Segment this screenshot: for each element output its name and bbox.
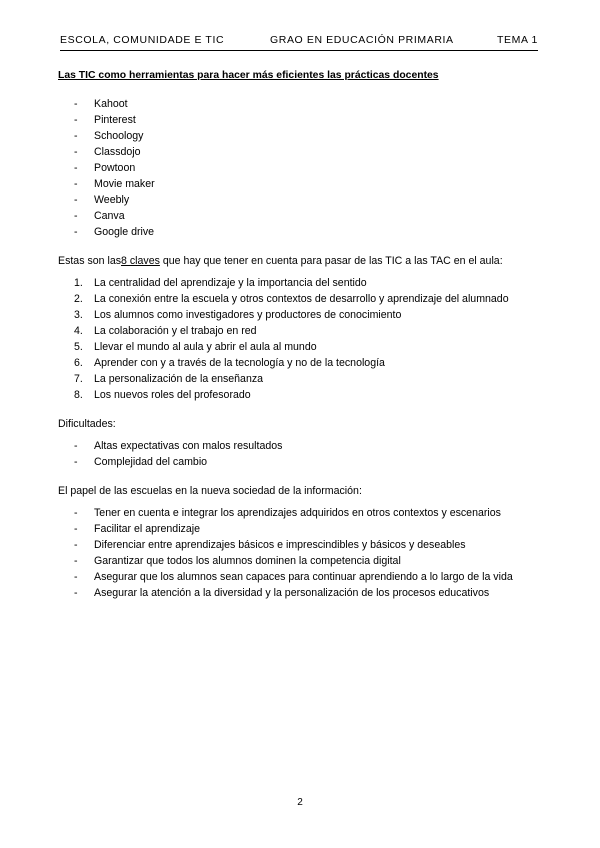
page-header (60, 34, 538, 51)
list-item: - Complejidad del cambio (74, 456, 208, 468)
list-item: - Altas expectativas con malos resultados (74, 440, 283, 452)
papel-list (58, 505, 548, 601)
claves-list (58, 275, 548, 403)
list-item: 3. Los alumnos como investigadores y productores de conocimiento (74, 309, 402, 321)
list-item: - Classdojo (74, 146, 141, 158)
list-item: - Google drive (74, 226, 155, 238)
list-item: - Asegurar que los alumnos sean capaces para continuar aprendiendo a lo largo de la vida (74, 571, 513, 583)
header-topic: TEMA 1 (497, 34, 538, 46)
list-item: - Movie maker (74, 178, 155, 190)
claves-intro: Estas son las8 claves que hay que tener en cuenta para pasar de las TIC a las TAC en el aula: (58, 255, 503, 267)
page-number: 2 (297, 797, 303, 808)
claves-link[interactable]: 8 claves (121, 255, 160, 267)
list-item: - Canva (74, 210, 125, 222)
papel-heading: El papel de las escuelas en la nueva sociedad de la información: (58, 485, 362, 497)
list-item: - Weebly (74, 194, 130, 206)
list-item: - Kahoot (74, 98, 128, 110)
list-item: 2. La conexión entre la escuela y otros contextos de desarrollo y aprendizaje del alumnado (74, 293, 509, 305)
list-item: - Pinterest (74, 114, 136, 126)
section-title: Las TIC como herramientas para hacer más eficientes las prácticas docentes (58, 70, 439, 81)
list-item: 1. La centralidad del aprendizaje y la importancia del sentido (74, 277, 367, 289)
header-degree: GRAO EN EDUCACIÓN PRIMARIA (270, 34, 454, 46)
dificultades-list (58, 438, 548, 470)
list-item: 4. La colaboración y el trabajo en red (74, 325, 257, 337)
list-item: - Tener en cuenta e integrar los aprendizajes adquiridos en otros contextos y escenarios (74, 507, 501, 519)
list-item: 8. Los nuevos roles del profesorado (74, 389, 251, 401)
list-item: 6. Aprender con y a través de la tecnología y no de la tecnología (74, 357, 385, 369)
document-body (58, 68, 548, 601)
header-subject: ESCOLA, COMUNIDADE E TIC (60, 34, 225, 46)
list-item: - Facilitar el aprendizaje (74, 523, 200, 535)
dificultades-heading: Dificultades: (58, 418, 116, 430)
list-item: - Diferenciar entre aprendizajes básicos e imprescindibles y básicos y deseables (74, 539, 466, 551)
list-item: 7. La personalización de la enseñanza (74, 373, 264, 385)
list-item: - Garantizar que todos los alumnos dominen la competencia digital (74, 555, 401, 567)
tools-list (58, 96, 548, 240)
list-item: - Powtoon (74, 162, 136, 174)
list-item: - Asegurar la atención a la diversidad y la personalización de los procesos educativos (74, 587, 490, 599)
list-item: 5. Llevar el mundo al aula y abrir el aula al mundo (74, 341, 317, 353)
list-item: - Schoology (74, 130, 144, 142)
